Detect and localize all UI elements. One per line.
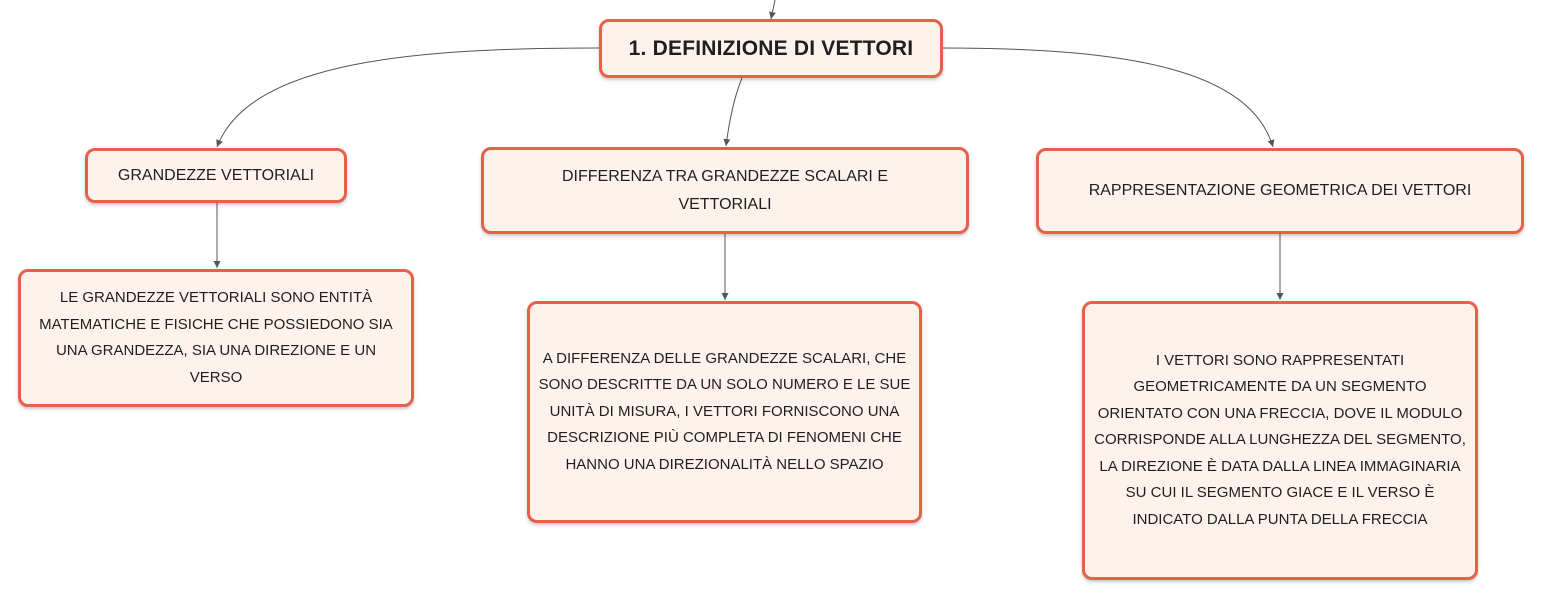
topic-node-rappresentazione[interactable] bbox=[1036, 148, 1524, 234]
root-node[interactable] bbox=[599, 19, 943, 78]
detail-node-rappresentazione[interactable] bbox=[1082, 301, 1478, 580]
detail-text: A DIFFERENZA DELLE GRANDEZZE SCALARI, CHE SONO DESCRITTE DA UN SOLO NUMERO E LE SUE UNITÀ DI MISURA, I VETTORI FORNISCONO UNA DESCRIZIONE PIÙ COMPLETA DI FENOMENI CHE HANNO UNA DIREZIONALITÀ NELLO SPAZIO bbox=[538, 349, 911, 473]
connector-incoming bbox=[771, 0, 775, 19]
root-label: 1. DEFINIZIONE DI VETTORI bbox=[628, 36, 914, 60]
detail-node-grandezze-vettoriali[interactable] bbox=[18, 269, 414, 407]
topic-label: GRANDEZZE VETTORIALI bbox=[117, 166, 315, 184]
topic-node-differenza[interactable] bbox=[481, 147, 969, 234]
detail-text: LE GRANDEZZE VETTORIALI SONO ENTITÀ MATEMATICHE E FISICHE CHE POSSIEDONO SIA UNA GRANDEZZA, SIA UNA DIREZIONE E UN VERSO bbox=[39, 289, 393, 386]
detail-node-differenza[interactable] bbox=[527, 301, 922, 523]
connector-root-to-topic-2 bbox=[726, 78, 742, 146]
topic-node-grandezze-vettoriali[interactable] bbox=[85, 148, 347, 203]
connector-root-to-topic-1 bbox=[217, 48, 599, 147]
topic-label: RAPPRESENTAZIONE GEOMETRICA DEI VETTORI bbox=[1088, 182, 1472, 199]
detail-text: I VETTORI SONO RAPPRESENTATI GEOMETRICAMENTE DA UN SEGMENTO ORIENTATO CON UNA FRECCIA, DOVE IL MODULO CORRISPONDE ALLA LUNGHEZZA DEL SEGMENTO, LA DIREZIONE È DATA DALLA LINEA IMMAGINARIA SU CUI IL SEGMENTO GIACE E IL VERSO È INDICATO DALLA PUNTA DELLA FRECCIA bbox=[1094, 351, 1466, 528]
connector-root-to-topic-3 bbox=[943, 48, 1273, 147]
topic-label: DIFFERENZA TRA GRANDEZZE SCALARI E VETTORIALI bbox=[562, 167, 888, 213]
